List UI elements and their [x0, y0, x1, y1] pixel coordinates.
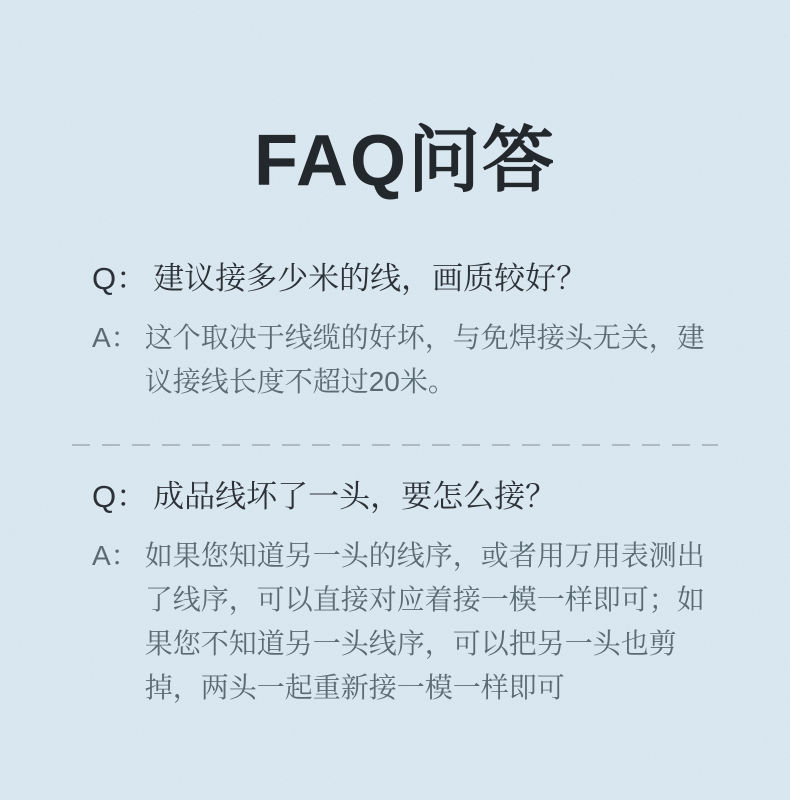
- answer-row: [92, 534, 718, 710]
- dashed-divider: [72, 444, 718, 446]
- question-prefix: Q：: [92, 479, 148, 514]
- question-text: 建议接多少米的线，画质较好？: [153, 261, 588, 296]
- faq-item: [92, 476, 718, 710]
- answer-text: 如果您知道另一头的线序，或者用万用表测出了线序，可以直接对应着接一模一样即可；如果您不知道另一头线序，可以把另一头也剪掉，两头一起重新接一模一样即可: [144, 540, 705, 703]
- question-row: [92, 258, 718, 300]
- faq-item: [92, 258, 718, 404]
- question-row: [92, 476, 718, 518]
- answer-row: [92, 316, 718, 404]
- answer-text: 这个取决于线缆的好坏，与免焊接头无关，建议接线长度不超过20米。: [144, 322, 705, 397]
- answer-prefix: A：: [92, 540, 139, 571]
- page-title: FAQ问答: [253, 121, 556, 201]
- question-text: 成品线坏了一头，要怎么接？: [153, 479, 557, 514]
- question-prefix: Q：: [92, 261, 148, 296]
- answer-prefix: A：: [92, 322, 139, 353]
